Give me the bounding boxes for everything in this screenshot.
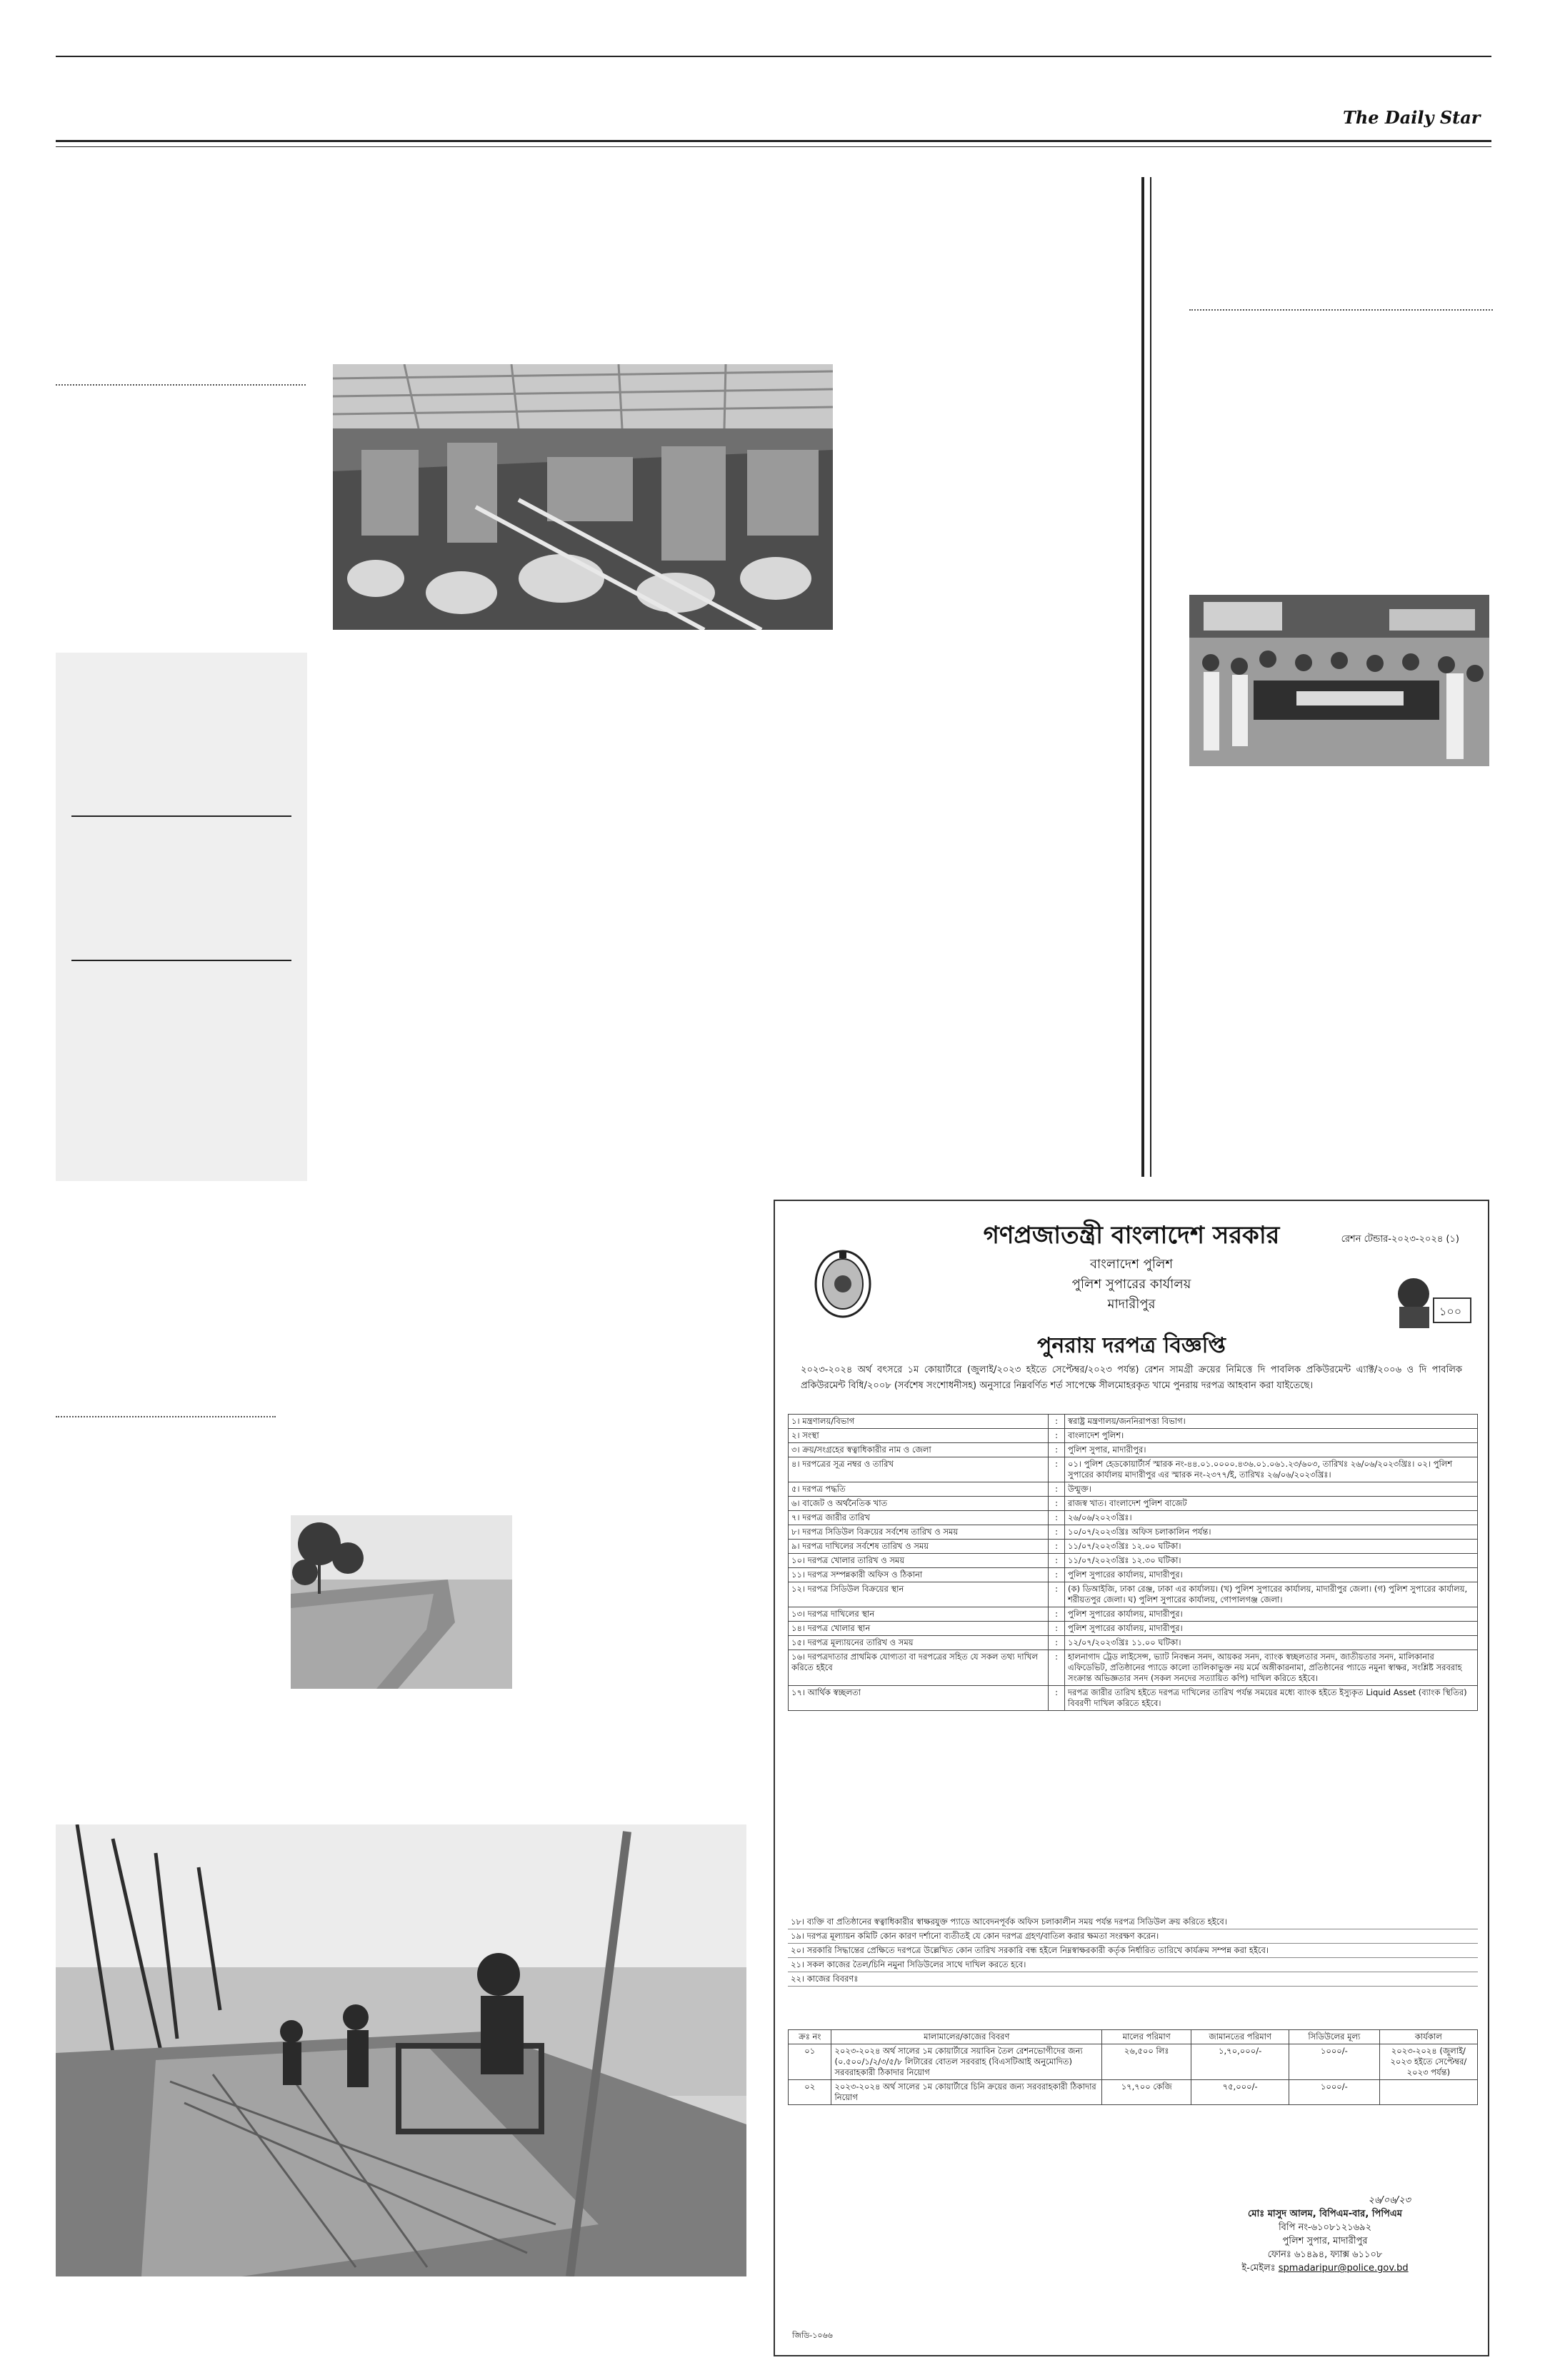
tender-note: ২২। কাজের বিবরণঃ [788, 1972, 1478, 1987]
tender-row [789, 1622, 1478, 1636]
tender-row [789, 1636, 1478, 1650]
notice-reference: রেশন টেন্ডার-২০২৩-২০২৪ (১) [1341, 1234, 1459, 1245]
riverbank-photo [291, 1515, 512, 1689]
tender-note: ২০। সরকারি সিদ্ধান্তের প্রেক্ষিতে দরপত্রে উল্লেখিত কোন তারিখ সরকারি বন্ধ হইলে নিম্নস্বাক্ষরকারী কর্তৃক নির্ধারিত তারিখে কার্যক্রম সম্পন্ন করা হইবে। [788, 1944, 1478, 1958]
tender-row-colon: : [1049, 1622, 1065, 1636]
tender-row-value: (ক) ডিআইজি, ঢাকা রেঞ্জ, ঢাকা এর কার্যালয়। (খ) পুলিশ সুপারের কার্যালয়, মাদারীপুর জেলা। (গ) পুলিশ সুপারের কার্যালয়, শরীয়তপুর জেলা। ঘ) পুলিশ সুপারের কার্যালয়, গোপালগঞ্জ জেলা। [1065, 1582, 1478, 1607]
tender-row [789, 1415, 1478, 1429]
items-header-cell: ক্রঃ নং [789, 2030, 831, 2044]
work-item-no: ০২ [789, 2080, 831, 2105]
sidebar-box [56, 653, 307, 1181]
signatory-phone: ফোনঃ ৬১৪৯৪, ফ্যাক্স ৬১১০৮ [1267, 2249, 1383, 2260]
work-item-qty: ১৭,৭০০ কেজি [1102, 2080, 1191, 2105]
tender-row-value: ২৬/০৬/২০২৩খ্রিঃ। [1065, 1511, 1478, 1525]
tender-row-value: হালনাগাদ ট্রেড লাইসেন্স, ভ্যাট নিবন্ধন সনদ, আয়কর সনদ, ব্যাংক স্বচ্ছলতার সনদ, জাতীয়তার সনদ, মালিকানার এফিডেভিট, প্রতিষ্ঠানের প্যাডে কালো তালিকাভুক্ত নয় মর্মে অঙ্গীকারনামা, প্রতিষ্ঠানের প্যাডে নমুনা স্বাক্ষর, সংশ্লিষ্ট সরবরাহ সংক্রান্ত অভিজ্ঞতার সনদ (সকল সনদের সত্যায়িত কপি) দাখিল করিতে হইবে। [1065, 1650, 1478, 1686]
tender-row-label: ৯। দরপত্র দাখিলের সর্বশেষ তারিখ ও সময় [789, 1540, 1049, 1554]
items-header-row [789, 2030, 1478, 2044]
items-header-cell: মালের পরিমাণ [1102, 2030, 1191, 2044]
work-item-security: ৭৫,০০০/- [1191, 2080, 1289, 2105]
masthead-rule-2 [56, 146, 1491, 147]
tender-row [789, 1568, 1478, 1582]
tender-row-value: ১০/০৭/২০২৩খ্রিঃ অফিস চলাকালিন পর্যন্ত। [1065, 1525, 1478, 1540]
tender-row [789, 1457, 1478, 1482]
masthead-rule-1 [56, 140, 1491, 142]
tender-row-label: ১২। দরপত্র সিডিউল বিক্রয়ের স্থান [789, 1582, 1049, 1607]
notice-title: পুনরায় দরপত্র বিজ্ঞপ্তি [1037, 1333, 1226, 1358]
tender-notice [774, 1200, 1489, 2356]
tender-row-colon: : [1049, 1511, 1065, 1525]
tender-row-label: ৬। বাজেট ও অর্থনৈতিক খাত [789, 1497, 1049, 1511]
email-label: ই-মেইলঃ [1241, 2263, 1276, 2274]
signatory-title: পুলিশ সুপার, মাদারীপুর [1282, 2236, 1368, 2246]
tender-row-label: ৭। দরপত্র জারীর তারিখ [789, 1511, 1049, 1525]
tender-row-label: ১০। দরপত্র খোলার তারিখ ও সময় [789, 1554, 1049, 1568]
tender-row-label: ১৩। দরপত্র দাখিলের স্থান [789, 1607, 1049, 1622]
work-item-row [789, 2044, 1478, 2080]
tender-notes [788, 1915, 1478, 1987]
gd-number: জিডি-১০৬৬ [792, 2331, 833, 2340]
tender-row [789, 1482, 1478, 1497]
work-items-table [788, 2029, 1478, 2105]
tender-row-colon: : [1049, 1457, 1065, 1482]
org-line: মাদারীপুর [1107, 1297, 1156, 1312]
tender-row-colon: : [1049, 1650, 1065, 1686]
tender-row-label: ৪। দরপত্রের সূত্র নম্বর ও তারিখ [789, 1457, 1049, 1482]
work-item-security: ১,৭০,০০০/- [1191, 2044, 1289, 2080]
column-divider [1150, 177, 1151, 1177]
tender-row-colon: : [1049, 1568, 1065, 1582]
work-item-period: ২০২৩-২০২৪ (জুলাই/২০২৩ হইতে সেপ্টেম্বর/২০২৩ পর্যন্ত) [1379, 2044, 1477, 2080]
work-item-qty: ২৬,৫০০ লিঃ [1102, 2044, 1191, 2080]
tender-row-value: ১১/০৭/২০২৩খ্রিঃ ১২.৩০ ঘটিকা। [1065, 1554, 1478, 1568]
erosion-photo [56, 1824, 746, 2276]
section-rule [1189, 309, 1493, 311]
tender-row-value: ০১। পুলিশ হেডকোয়ার্টার্স স্মারক নং-৪৪.০১.০০০০.৪৩৬.০১.০৬১.২৩/৬০৩, তারিখঃ ২৬/০৬/২০২৩খ্রিঃ। ০২। পুলিশ সুপারের কার্যালয় মাদারীপুর এর স্মারক নং-২৩৭৭/ই, তারিখঃ ২৬/০৬/২০২৩খ্রিঃ। [1065, 1457, 1478, 1482]
tender-row [789, 1540, 1478, 1554]
tender-row [789, 1554, 1478, 1568]
tender-row-value: রাজস্ব খাত। বাংলাদেশ পুলিশ বাজেট [1065, 1497, 1478, 1511]
tender-row-label: ৮। দরপত্র সিডিউল বিক্রয়ের সর্বশেষ তারিখ ও সময় [789, 1525, 1049, 1540]
tender-row-colon: : [1049, 1482, 1065, 1497]
tender-row-colon: : [1049, 1429, 1065, 1443]
tender-row-value: ১১/০৭/২০২৩খ্রিঃ ১২.০০ ঘটিকা। [1065, 1540, 1478, 1554]
sidebar-divider [71, 815, 291, 817]
tender-row-colon: : [1049, 1525, 1065, 1540]
tender-row-colon: : [1049, 1540, 1065, 1554]
items-header-cell: জামানতের পরিমাণ [1191, 2030, 1289, 2044]
tender-row-label: ২। সংস্থা [789, 1429, 1049, 1443]
tender-row-value: ১২/০৭/২০২৩খ্রিঃ ১১.০০ ঘটিকা। [1065, 1636, 1478, 1650]
tender-row [789, 1497, 1478, 1511]
section-rule [56, 384, 306, 386]
tender-row-label: ১৪। দরপত্র খোলার স্থান [789, 1622, 1049, 1636]
top-rule [56, 56, 1491, 57]
tender-row-value: পুলিশ সুপার, মাদারীপুর। [1065, 1443, 1478, 1457]
work-item-no: ০১ [789, 2044, 831, 2080]
tender-row-label: ১৫। দরপত্র মূল্যায়নের তারিখ ও সময় [789, 1636, 1049, 1650]
column-divider [1141, 177, 1144, 1177]
masthead-logo: The Daily Star [1343, 107, 1481, 128]
tender-row [789, 1686, 1478, 1711]
tender-row [789, 1525, 1478, 1540]
tender-row-value: পুলিশ সুপারের কার্যালয়, মাদারীপুর। [1065, 1568, 1478, 1582]
signatory-name: মোঃ মাসুদ আলম, বিপিএম-বার, পিপিএম [1247, 2209, 1402, 2219]
tender-row-colon: : [1049, 1607, 1065, 1622]
notice-government-title: গণপ্রজাতন্ত্রী বাংলাদেশ সরকার [983, 1221, 1280, 1250]
signature-date: ২৬/০৬/২৩ [1368, 2195, 1411, 2206]
protest-photo [1189, 595, 1489, 766]
tender-row-label: ১৭। আর্থিক স্বচ্ছলতা [789, 1686, 1049, 1711]
tender-row-label: ৫। দরপত্র পদ্ধতি [789, 1482, 1049, 1497]
tender-row-value: দরপত্র জারীর তারিখ হইতে দরপত্র দাখিলের তারিখ পর্যন্ত সময়ের মধ্যে ব্যাংক হইতে ইস্যুকৃত Liquid Asset (ব্যাংক স্থিতির) বিবরণী দাখিল করিতে হইবে। [1065, 1686, 1478, 1711]
tender-note: ১৯। দরপত্র মূল্যায়ন কমিটি কোন কারণ দর্শানো ব্যতীতই যে কোন দরপত্র গ্রহণ/বাতিল করার ক্ষমতা সংরক্ষণ করেন। [788, 1929, 1478, 1944]
tender-row [789, 1582, 1478, 1607]
items-header-cell: কার্যকাল [1379, 2030, 1477, 2044]
tender-details-table [788, 1414, 1478, 1711]
work-item-price: ১০০০/- [1289, 2044, 1379, 2080]
tender-row-label: ১১। দরপত্র সম্পন্নকারী অফিস ও ঠিকানা [789, 1568, 1049, 1582]
tender-row-value: বাংলাদেশ পুলিশ। [1065, 1429, 1478, 1443]
work-item-desc: ২০২৩-২০২৪ অর্থ সালের ১ম কোয়ার্টারে চিনি ক্রয়ের জন্য সরবরাহকারী ঠিকাদার নিয়োগ [831, 2080, 1102, 2105]
work-item-desc: ২০২৩-২০২৪ অর্থ সালের ১ম কোয়ার্টারে সয়াবিন তৈল রেশনভোগীদের জন্য (০.৫০০/১/২/৩/৫/৮ লিটারের বোতল সরবরাহ (বিএসটিআই অনুমোদিত) সরবরাহকারী ঠিকাদার নিয়োগ [831, 2044, 1102, 2080]
tender-row [789, 1443, 1478, 1457]
org-line: বাংলাদেশ পুলিশ [1089, 1257, 1174, 1272]
tender-note: ১৮। ব্যক্তি বা প্রতিষ্ঠানের স্বত্বাধিকারীর স্বাক্ষরযুক্ত প্যাডে আবেদনপূর্বক অফিস চলাকালীন সময় পর্যন্ত দরপত্র সিডিউল ক্রয় করিতে হইবে। [788, 1915, 1478, 1929]
work-item-period [1379, 2080, 1477, 2105]
signatory-bp: বিপি নং-৬১০৮১২১৬৯২ [1278, 2222, 1372, 2233]
svg-text:১০০: ১০০ [1439, 1305, 1462, 1318]
tender-row [789, 1650, 1478, 1686]
tender-row-colon: : [1049, 1636, 1065, 1650]
tender-row-label: ১। মন্ত্রণালয়/বিভাগ [789, 1415, 1049, 1429]
signatory-email [1175, 2261, 1475, 2275]
section-rule [56, 1416, 276, 1417]
factory-photo [333, 364, 833, 630]
notice-intro: ২০২৩-২০২৪ অর্থ বৎসরে ১ম কোয়ার্টারে (জুলাই/২০২৩ হইতে সেপ্টেম্বর/২০২৩ পর্যন্ত) রেশন সামগ্রী ক্রয়ের নিমিত্তে দি পাবলিক প্রকিউরমেন্ট এ্যাক্ট/২০০৬ ও দি পাবলিক প্রকিউরমেন্ট বিধি/২০০৮ (সর্বশেষ সংশোধনীসহ) অনুসারে নিম্নবর্ণিত শর্ত সাপেক্ষে সীলমোহরকৃত খামে পুনরায় দরপত্র আহবান করা যাইতেছে। [801, 1365, 1462, 1391]
items-header-cell: সিডিউলের মূল্য [1289, 2030, 1379, 2044]
items-header-cell: মালামালের/কাজের বিবরণ [831, 2030, 1102, 2044]
tender-row-colon: : [1049, 1443, 1065, 1457]
tender-row-value: উন্মুক্ত। [1065, 1482, 1478, 1497]
tender-row [789, 1429, 1478, 1443]
tender-row [789, 1511, 1478, 1525]
signature-block [1175, 2194, 1475, 2275]
tender-row-colon: : [1049, 1497, 1065, 1511]
tender-row-colon: : [1049, 1554, 1065, 1568]
tender-row-colon: : [1049, 1415, 1065, 1429]
tender-row-label: ৩। ক্রয়/সংগ্রহের স্বত্বাধিকারীর নাম ও জেলা [789, 1443, 1049, 1457]
org-line: পুলিশ সুপারের কার্যালয় [1071, 1277, 1191, 1292]
work-item-price: ১০০০/- [1289, 2080, 1379, 2105]
tender-row-value: পুলিশ সুপারের কার্যালয়, মাদারীপুর। [1065, 1607, 1478, 1622]
tender-row [789, 1607, 1478, 1622]
work-item-row [789, 2080, 1478, 2105]
tender-note: ২১। সকল কাজের তৈল/চিনি নমুনা সিডিউলের সাথে দাখিল করতে হবে। [788, 1958, 1478, 1972]
tender-row-value: পুলিশ সুপারের কার্যালয়, মাদারীপুর। [1065, 1622, 1478, 1636]
sidebar-divider [71, 960, 291, 961]
tender-row-label: ১৬। দরপত্রদাতার প্রাথমিক যোগ্যতা বা দরপত্রের সহিত যে সকল তথ্য দাখিল করিতে হইবে [789, 1650, 1049, 1686]
tender-row-value: স্বরাষ্ট্র মন্ত্রণালয়/জননিরাপত্তা বিভাগ। [1065, 1415, 1478, 1429]
tender-row-colon: : [1049, 1686, 1065, 1711]
email-link[interactable]: spmadaripur@police.gov.bd [1278, 2263, 1409, 2274]
tender-row-colon: : [1049, 1582, 1065, 1607]
